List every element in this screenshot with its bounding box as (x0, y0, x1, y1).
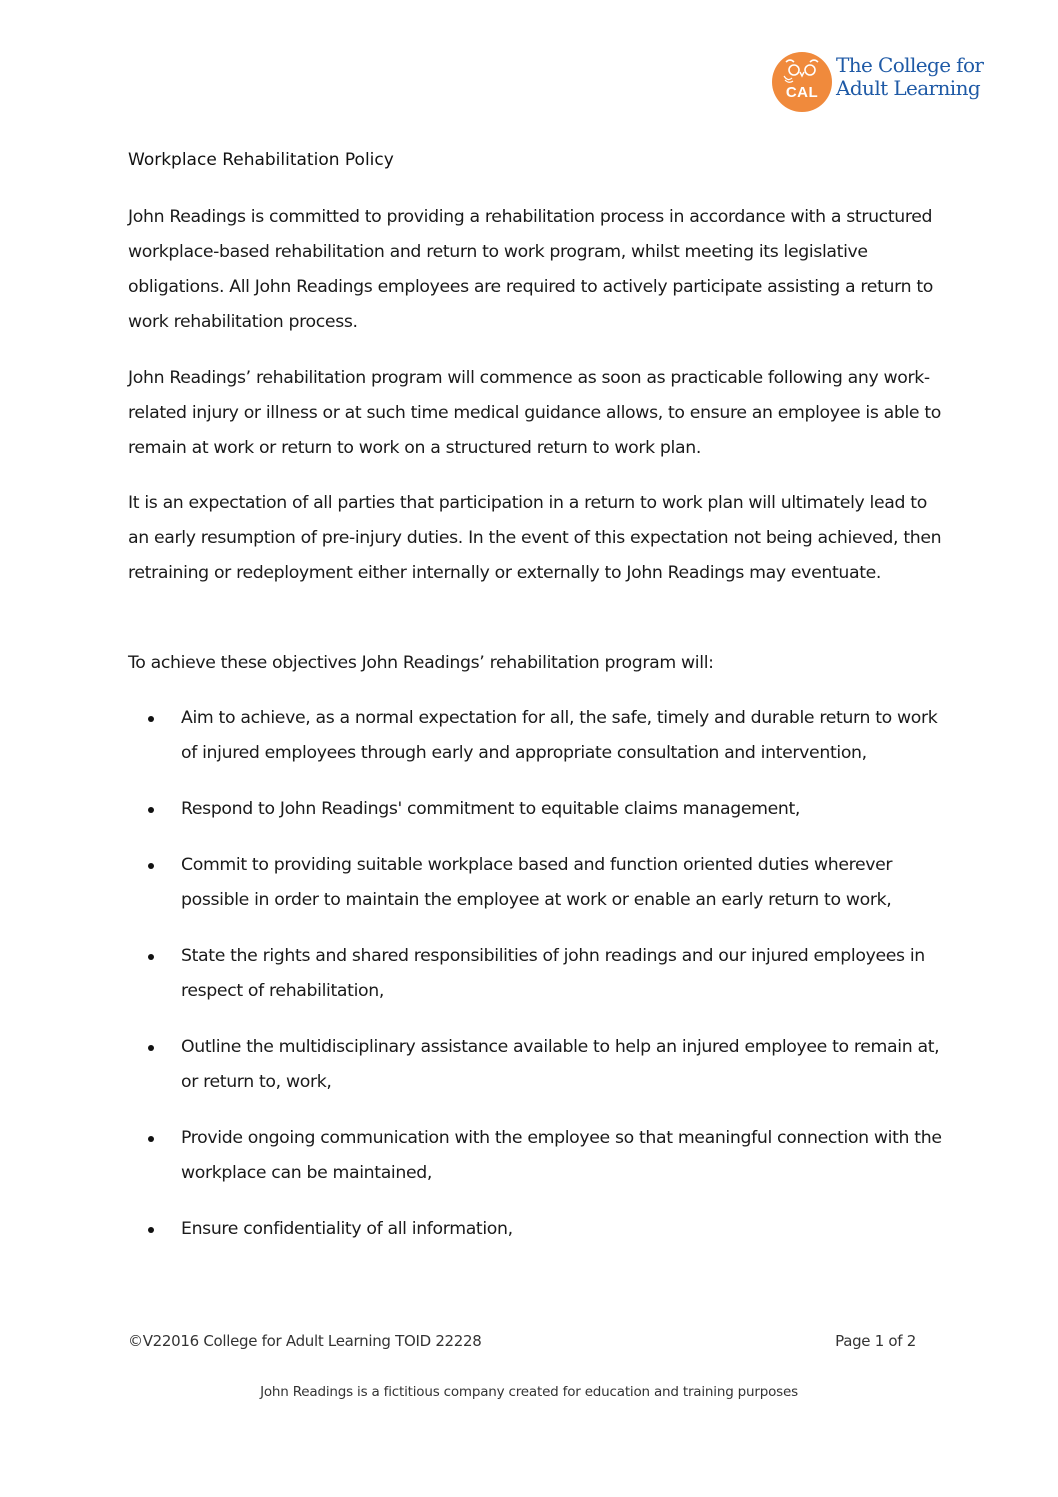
document-title: Workplace Rehabilitation Policy (128, 150, 394, 170)
logo-line-2: Adult Learning (836, 76, 981, 100)
footer-disclaimer: John Readings is a fictitious company created for education and training purposes (260, 1384, 798, 1400)
list-item (128, 939, 948, 1009)
bullet-icon (148, 863, 154, 869)
logo-line-1: The College for (836, 53, 984, 77)
paragraph-program-start: John Readings’ rehabilitation program will commence as soon as practicable following any work-related injury or illness or at such time medical guidance allows, to ensure an employee is able to remain at work or return to work on a structured return to work plan. (128, 368, 942, 458)
list-item-text: State the rights and shared responsibilities of john readings and our injured employees in respect of rehabilitation, (181, 946, 925, 1001)
logo-badge-text: CAL (785, 84, 819, 101)
owl-icon (782, 58, 822, 84)
bullet-icon (148, 716, 154, 722)
logo-badge (772, 52, 832, 112)
list-item-text: Commit to providing suitable workplace based and function oriented duties wherever possible in order to maintain the employee at work or enable an early return to work, (181, 855, 893, 910)
list-item-text: Provide ongoing communication with the employee so that meaningful connection with the workplace can be maintained, (181, 1128, 942, 1183)
list-item (128, 701, 948, 771)
footer-page-number: Page 1 of 2 (835, 1332, 916, 1350)
list-item (128, 848, 948, 918)
list-item (128, 1212, 948, 1247)
footer-copyright: ©V22016 College for Adult Learning TOID 22228 (128, 1332, 482, 1350)
paragraph-commitment: John Readings is committed to providing a rehabilitation process in accordance with a structured workplace-based rehabilitation and return to work program, whilst meeting its legislative obligations. All John Readings employees are required to actively participate assisting a return to work rehabilitation process. (128, 207, 933, 332)
list-item-text: Aim to achieve, as a normal expectation for all, the safe, timely and durable return to work of injured employees through early and appropriate consultation and intervention, (181, 708, 938, 763)
bullet-icon (148, 954, 154, 960)
bullet-icon (148, 1045, 154, 1051)
paragraph-expectation: It is an expectation of all parties that participation in a return to work plan will ultimately lead to an early resumption of pre-injury duties. In the event of this expectation not being achieved, then retraining or redeployment either internally or externally to John Readings may eventuate. (128, 493, 942, 583)
list-item-text: Outline the multidisciplinary assistance available to help an injured employee to remain at, or return to, work, (181, 1037, 940, 1092)
bullet-icon (148, 1227, 154, 1233)
bullet-icon (148, 807, 154, 813)
list-item (128, 1121, 948, 1191)
list-item (128, 792, 948, 827)
bullet-icon (148, 1136, 154, 1142)
college-logo (772, 52, 986, 114)
list-item-text: Ensure confidentiality of all information, (181, 1219, 513, 1239)
list-item-text: Respond to John Readings' commitment to equitable claims management, (181, 799, 801, 819)
paragraph-objectives-intro: To achieve these objectives John Readings’ rehabilitation program will: (128, 653, 714, 673)
objectives-list (128, 701, 948, 1268)
list-item (128, 1030, 948, 1100)
logo-wordmark (836, 54, 983, 100)
